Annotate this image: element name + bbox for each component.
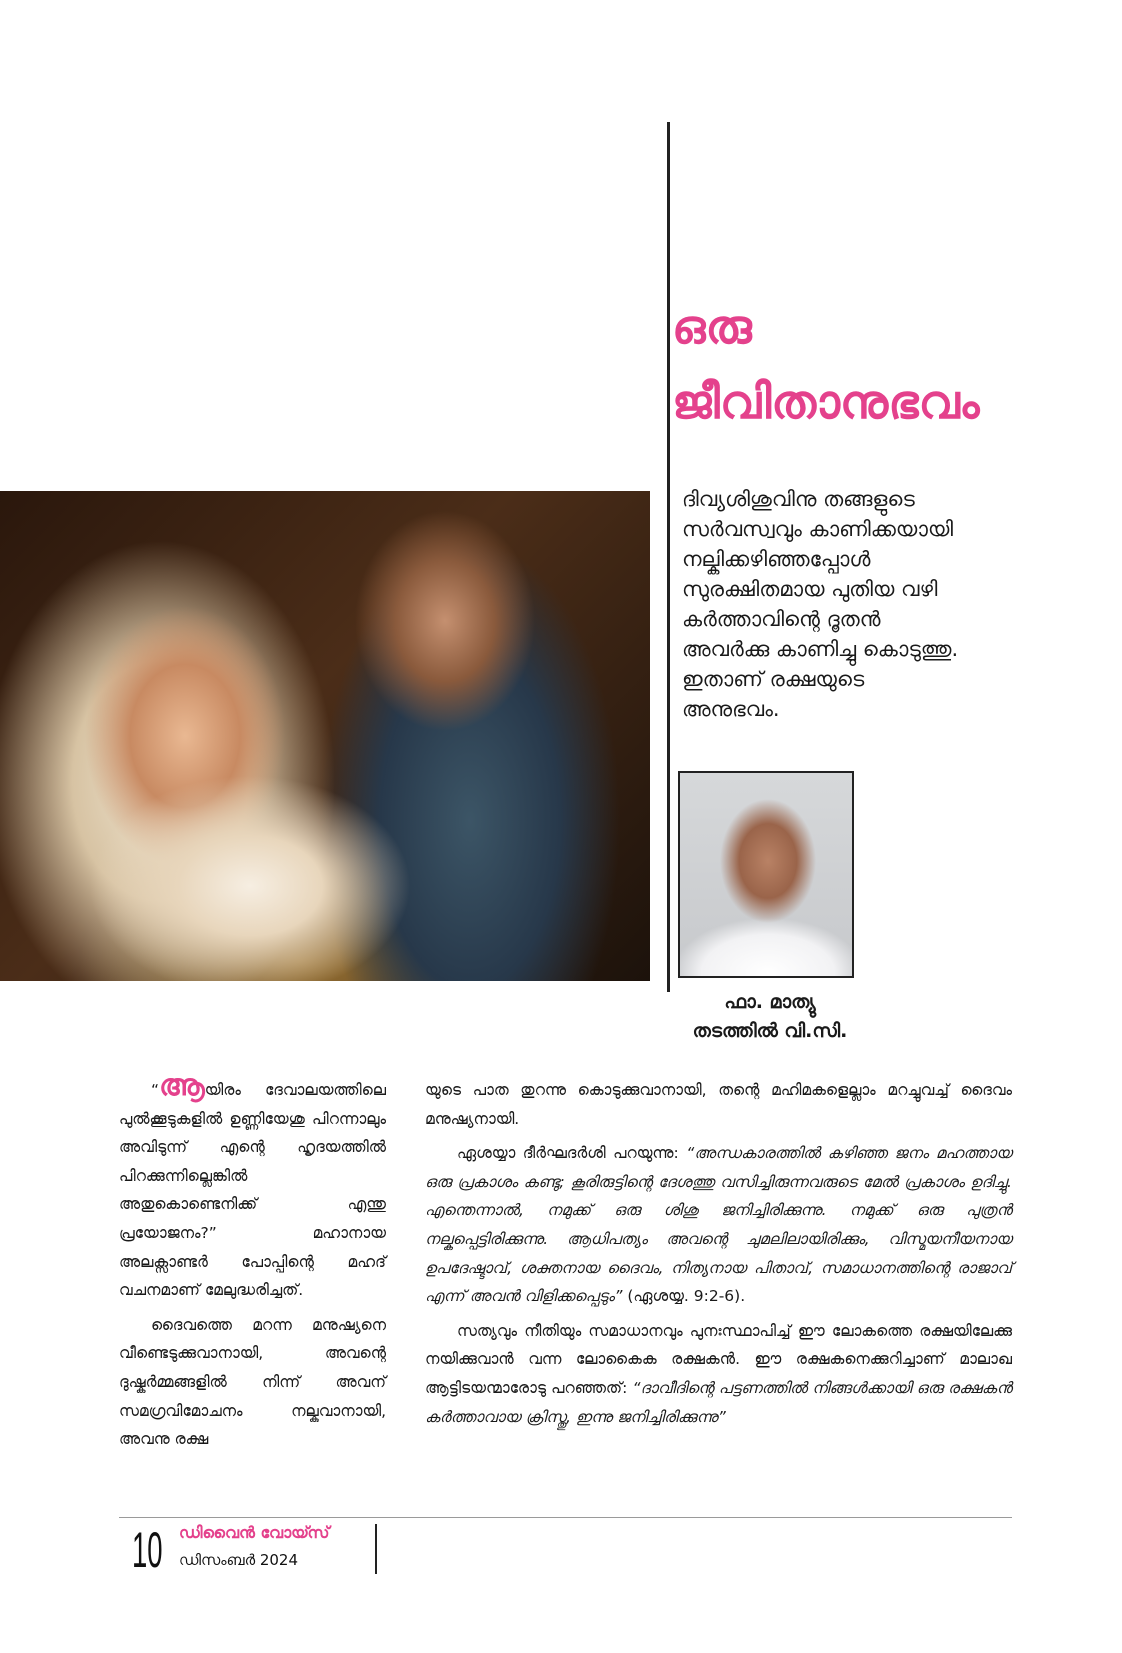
scripture-quote: “അന്ധകാരത്തിൽ കഴിഞ്ഞ ജനം മഹത്തായ ഒരു പ്രകാശം കണ്ടു; കൂരിരുട്ടിന്റെ ദേശത്തു വസിച്ചിരുന്നവരുടെ മേൽ പ്രകാശം ഉദിച്ചു. എന്തെന്നാൽ, നമുക്ക് ഒരു ശിശു ജനിച്ചിരിക്കുന്നു. നമുക്ക് ഒരു പുത്രൻ നല്കപ്പെട്ടിരിക്കുന്നു. ആധിപത്യം അവന്റെ ചുമലിലായിരിക്കും, വിസ്മയനീയനായ ഉപദേഷ്ടാവ്, ശക്തനായ ദൈവം, നിത്യനായ പിതാവ്, സമാധാനത്തിന്റെ രാജാവ് എന്ന് അവൻ വിളിക്കപ്പെടും”: [425, 1144, 1012, 1306]
article-intro: [682, 484, 1102, 724]
intro-line: അനുഭവം.: [682, 697, 780, 721]
author-line-2: തടത്തിൽ വി.സി.: [692, 1020, 848, 1042]
intro-line: അവർക്കു കാണിച്ചു കൊടുത്തു.: [682, 637, 959, 661]
author-line-1: ഫാ. മാത്യു: [724, 991, 816, 1013]
drop-cap: ആ: [159, 1068, 205, 1103]
magazine-name: ഡിവൈൻ വോയ്സ്: [179, 1523, 330, 1542]
paragraph-text: സത്യവും നീതിയും സമാധാനവും പുനഃസ്ഥാപിച്ച് ഈ ലോകത്തെ രക്ഷയിലേക്കു നയിക്കുവാൻ വന്ന ലോകൈക രക്ഷകൻ. ഈ രക്ഷകനെക്കുറിച്ചാണ് മാലാഖ ആട്ടിടയന്മാരോടു പറഞ്ഞത്:: [425, 1321, 1012, 1397]
footer-rule: [119, 1517, 1012, 1518]
body-paragraph: [425, 1139, 1012, 1311]
body-paragraph: ദൈവത്തെ മറന്ന മനുഷ്യനെ വീണ്ടെടുക്കുവാനായി, അവന്റെ ദുഷ്കർമ്മങ്ങളിൽ നിന്ന് അവന് സമഗ്രവിമോചനം നല്കുവാനായി, അവനു രക്ഷ: [119, 1315, 386, 1449]
paragraph-text: യിരം ദേവാലയത്തിലെ പുൽക്കൂടുകളിൽ ഉണ്ണിയേശു പിറന്നാലും അവിടുന്ന് എന്റെ ഹൃദയത്തിൽ പിറക്കുന്നില്ലെങ്കിൽ അതുകൊണ്ടെനിക്ക് എന്തു പ്രയോജനം?” മഹാനായ അലക്സാണ്ടർ പോപ്പിന്റെ മഹദ് വചനമാണ് മേലുദ്ധരിച്ചത്.: [119, 1081, 386, 1300]
body-paragraph: യുടെ പാത തുറന്നു കൊടുക്കുവാനായി, തന്റെ മഹിമകളെല്ലാം മറച്ചുവച്ച് ദൈവം മനുഷ്യനായി.: [425, 1081, 1012, 1128]
author-byline: [640, 988, 900, 1046]
intro-line: നല്കിക്കഴിഞ്ഞപ്പോൾ: [682, 547, 871, 571]
body-paragraph: [425, 1317, 1012, 1431]
nativity-painting: [0, 491, 650, 981]
title-divider: [667, 122, 670, 992]
scripture-reference: (ഏശയ്യ. 9:2-6).: [622, 1287, 746, 1306]
body-column-right: [425, 1076, 1012, 1437]
body-column-left: [119, 1068, 386, 1460]
intro-line: സുരക്ഷിതമായ പുതിയ വഴി: [682, 577, 938, 601]
footer-divider: [375, 1524, 377, 1574]
title-line-2: ജീവിതാനുഭവം: [672, 375, 980, 430]
open-quote: “: [151, 1081, 160, 1099]
page-number: 10: [132, 1522, 163, 1578]
article-title: [672, 290, 1092, 440]
scripture-quote: “ദാവീദിന്റെ പട്ടണത്തിൽ നിങ്ങൾക്കായി ഒരു രക്ഷകൻ കർത്താവായ ക്രിസ്തു, ഇന്നു ജനിച്ചിരിക്കുന്നു”: [425, 1378, 1012, 1426]
body-paragraph: [119, 1068, 386, 1305]
intro-line: ദിവ്യശിശുവിനു തങ്ങളുടെ: [682, 487, 915, 511]
intro-line: കർത്താവിന്റെ ദൂതൻ: [682, 607, 881, 631]
paragraph-text: ഏശയ്യാ ദീർഘദർശി പറയുന്നു:: [457, 1144, 687, 1163]
magazine-issue: ഡിസംബർ 2024: [179, 1551, 299, 1569]
title-line-1: ഒരു: [672, 300, 752, 355]
author-photo: [678, 771, 854, 978]
intro-line: സർവസ്വവും കാണിക്കയായി: [682, 517, 954, 541]
intro-line: ഇതാണ് രക്ഷയുടെ: [682, 667, 865, 691]
